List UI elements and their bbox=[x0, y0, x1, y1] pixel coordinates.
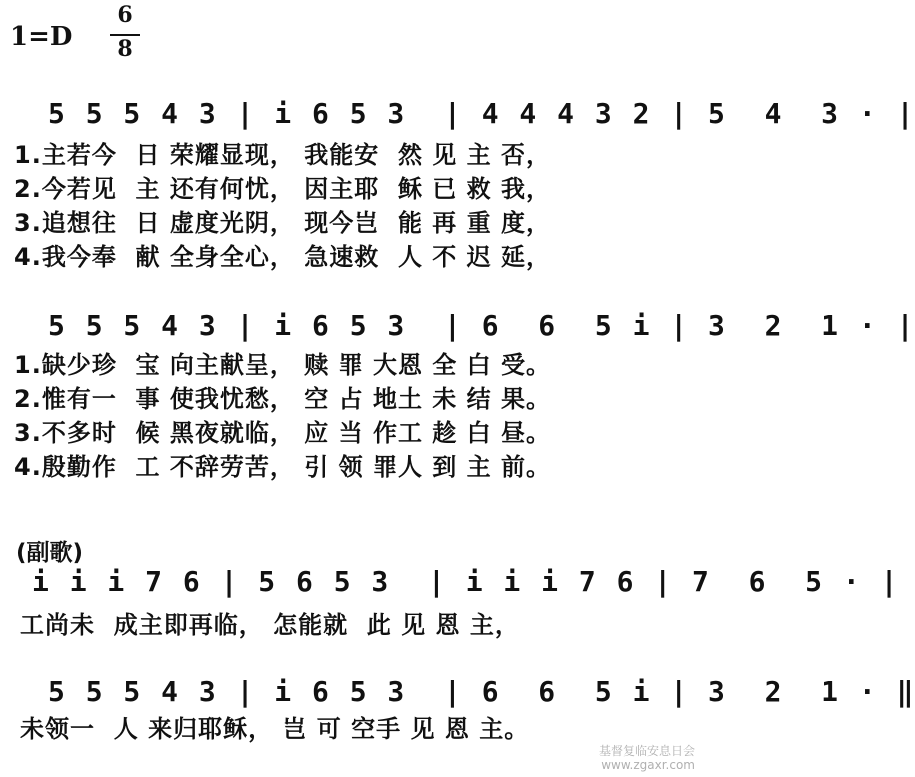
time-signature-denominator: 8 bbox=[117, 36, 133, 62]
verse-notation-line-2: 5 5 5 4 3 | i 6 5 3 | 6 6 5 i | 3 2 1 · | bbox=[48, 309, 915, 342]
refrain-notation-line-1: i i i 7 6 | 5 6 5 3 | i i i 7 6 | 7 6 5 · | bbox=[32, 565, 900, 598]
time-signature-numerator: 6 bbox=[117, 2, 133, 28]
verse-1-lyric-line-1: 1.主若今 日 荣耀显现， 我能安 然 见 主 否， bbox=[14, 141, 552, 169]
verse-1-lyric-line-2: 1.缺少珍 宝 向主献呈， 赎 罪 大恩 全 白 受。 bbox=[14, 351, 552, 379]
verse-3-lyric-line-2: 3.不多时 候 黑夜就临， 应 当 作工 趁 白 昼。 bbox=[14, 419, 552, 447]
refrain-lyric-line-1: 工尚未 成主即再临， 怎能就 此 见 恩 主， bbox=[20, 611, 520, 639]
verse-2-lyric-line-2: 2.惟有一 事 使我忧愁， 空 占 地土 未 结 果。 bbox=[14, 385, 552, 413]
watermark-text: 基督复临安息日会 bbox=[598, 744, 695, 758]
refrain-notation-line-2: 5 5 5 4 3 | i 6 5 3 | 6 6 5 i | 3 2 1 · ‖ bbox=[48, 675, 915, 708]
verse-4-lyric-line-2: 4.殷勤作 工 不辞劳苦， 引 领 罪人 到 主 前。 bbox=[14, 453, 552, 481]
verse-3-lyric-line-1: 3.追想往 日 虚度光阴， 现今岂 能 再 重 度， bbox=[14, 209, 552, 237]
verse-notation-line-1: 5 5 5 4 3 | i 6 5 3 | 4 4 4 3 2 | 5 4 3 · | bbox=[48, 97, 915, 130]
verse-2-lyric-line-1: 2.今若见 主 还有何忧， 因主耶 稣 已 救 我， bbox=[14, 175, 552, 203]
refrain-label: (副歌) bbox=[16, 540, 84, 566]
key-signature: 1=D bbox=[10, 22, 73, 52]
verse-4-lyric-line-1: 4.我今奉 献 全身全心， 急速救 人 不 迟 延， bbox=[14, 243, 552, 271]
watermark-url: www.zgaxr.com bbox=[601, 758, 695, 772]
refrain-lyric-line-2: 未领一 人 来归耶稣， 岂 可 空手 见 恩 主。 bbox=[20, 715, 530, 743]
